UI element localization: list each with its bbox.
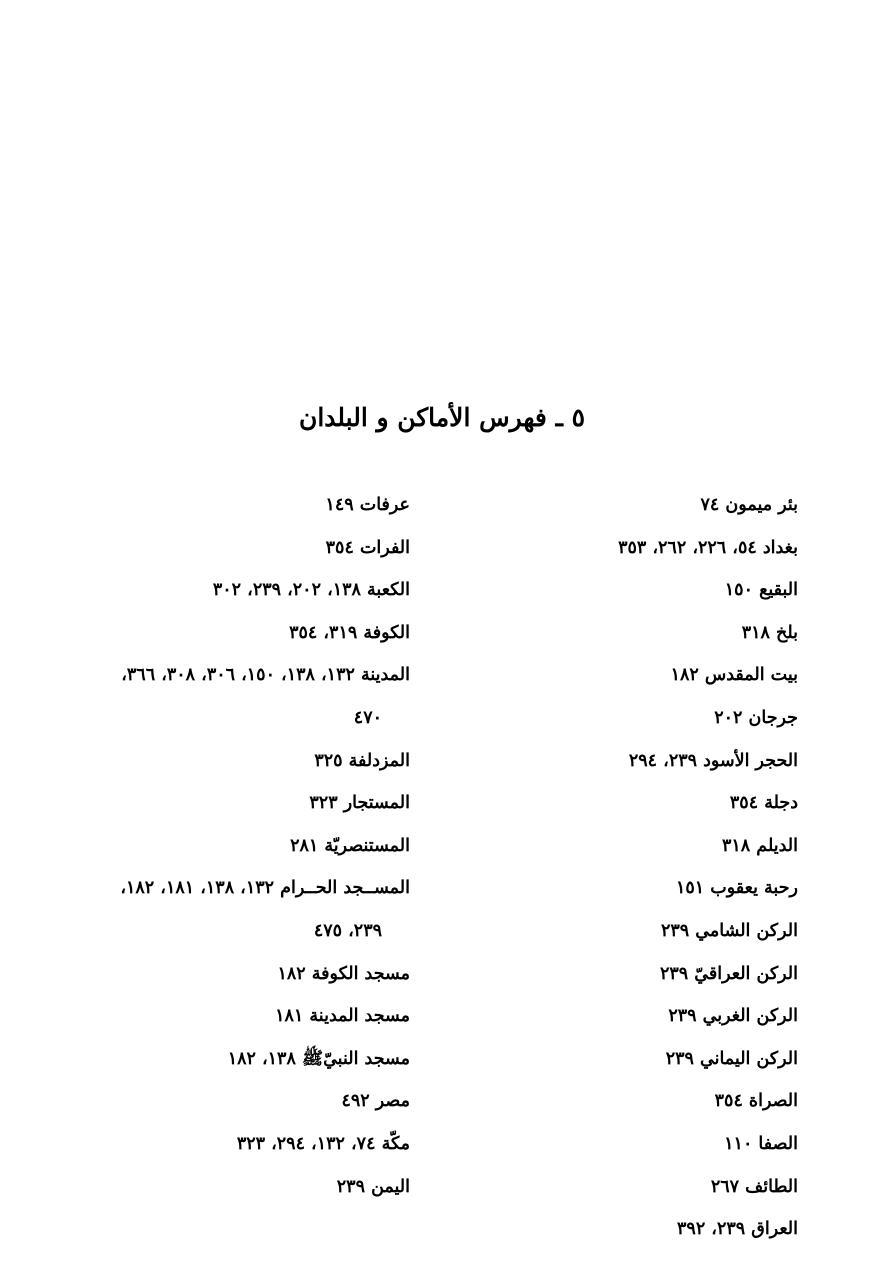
index-entry: مصر ٤٩٢ [341,1091,410,1112]
index-entry: الركن العراقيّ ٢٣٩ [660,963,798,984]
page-title: ٥ ـ فهرس الأماكن و البلدان [298,403,586,432]
index-entry: الركن الشامي ٢٣٩ [661,920,798,941]
index-entry: بغداد ٥٤، ٢٢٦، ٢٦٢، ٣٥٣ [618,537,798,558]
index-entry: دجلة ٣٥٤ [729,793,798,814]
index-entry: الفرات ٣٥٤ [325,537,410,558]
index-entry: المستجار ٣٢٣ [309,793,410,814]
index-entry: الديلم ٣١٨ [722,835,798,856]
index-entry: البقيع ١٥٠ [724,580,798,601]
index-entry: العراق ٢٣٩، ٣٩٢ [677,1219,798,1240]
index-entry: الحجر الأسود ٢٣٩، ٢٩٤ [628,750,798,771]
index-entry: الصراة ٣٥٤ [714,1091,798,1112]
index-entry: رحبة يعقوب ١٥١ [675,878,798,899]
index-entry: الكعبة ١٣٨، ٢٠٢، ٢٣٩، ٣٠٢ [212,580,410,601]
index-entry: الطائف ٢٦٧ [710,1176,798,1197]
index-entry: الركن الغربي ٢٣٩ [668,1006,798,1027]
index-entry: بيت المقدس ١٨٢ [670,665,798,686]
index-entry: مسجد الكوفة ١٨٢ [277,963,410,984]
index-entry: الكوفة ٣١٩، ٣٥٤ [289,622,410,643]
index-entry: جرجان ٢٠٢ [714,707,798,728]
index-entry: المزدلفة ٣٢٥ [314,750,410,771]
index-entry-continuation: ٢٣٩، ٤٧٥ [313,920,382,941]
index-entry: اليمن ٢٣٩ [336,1176,410,1197]
index-entry: الركن اليماني ٢٣٩ [665,1048,798,1069]
index-column-left [80,484,410,1208]
index-entry: مسجد النبيّﷺ ١٣٨، ١٨٢ [227,1048,410,1069]
index-entry: بئر ميمون ٧٤ [700,495,798,515]
index-entry: الصفا ١١٠ [724,1133,798,1154]
index-entry: بلخ ٣١٨ [741,622,798,643]
index-entry: عرفات ١٤٩ [325,495,410,515]
index-entry: المستنصريّة ٢٨١ [290,835,410,856]
index-entry: مسجد المدينة ١٨١ [275,1006,410,1027]
index-column-right [468,484,798,1251]
index-entry: المدينة ١٣٢، ١٣٨، ١٥٠، ٣٠٦، ٣٠٨، ٣٦٦، [121,665,410,686]
index-entry-continuation: ٤٧٠ [353,707,382,728]
index-entry: مكّة ٧٤، ١٣٢، ٢٩٤، ٣٢٣ [236,1133,410,1154]
index-entry: المســجد الحــرام ١٣٢، ١٣٨، ١٨١، ١٨٢، [120,878,410,899]
